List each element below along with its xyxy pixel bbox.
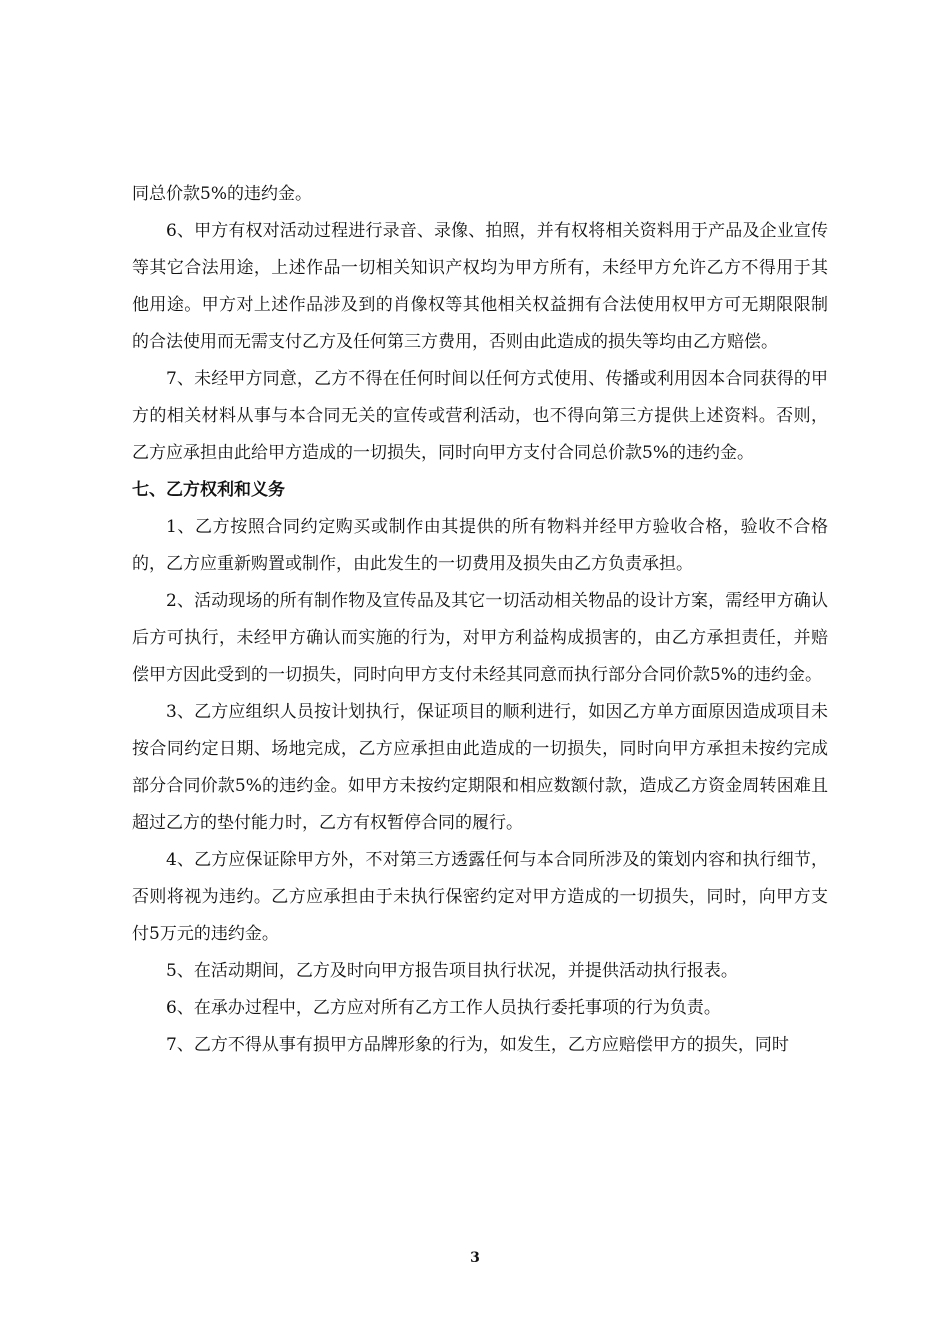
clause-5: 5、在活动期间，乙方及时向甲方报告项目执行状况，并提供活动执行报表。 [166,961,738,981]
clause-7b: 7、乙方不得从事有损甲方品牌形象的行为，如发生，乙方应赔偿甲方的损失，同时 [166,1035,789,1055]
clause-1: 1、乙方按照合同约定购买或制作由其提供的所有物料并经甲方验收合格，验收不合格的，乙方应重新购置或制作，由此发生的一切费用及损失由乙方负责承担。 [132,517,828,574]
section-heading: 七、乙方权利和义务 [132,480,285,500]
paragraph-continuation: 同总价款5%的违约金。 [132,184,312,204]
clause-2: 2、活动现场的所有制作物及宣传品及其它一切活动相关物品的设计方案，需经甲方确认后方可执行，未经甲方确认而实施的行为，对甲方利益构成损害的，由乙方承担责任，并赔偿甲方因此受到的一切损失，同时向甲方支付未经其同意而执行部分合同价款5%的违约金。 [132,591,828,685]
contract-body [132,176,828,1064]
page-number: 3 [470,1250,480,1266]
clause-6b: 6、在承办过程中，乙方应对所有乙方工作人员执行委托事项的行为负责。 [166,998,721,1018]
clause-6: 6、甲方有权对活动过程进行录音、录像、拍照，并有权将相关资料用于产品及企业宣传等其它合法用途，上述作品一切相关知识产权均为甲方所有，未经甲方允许乙方不得用于其他用途。甲方对上述作品涉及到的肖像权等其他相关权益拥有合法使用权甲方可无期限限制的合法使用而无需支付乙方及任何第三方费用，否则由此造成的损失等均由乙方赔偿。 [132,221,828,352]
clause-3: 3、乙方应组织人员按计划执行，保证项目的顺利进行，如因乙方单方面原因造成项目未按合同约定日期、场地完成，乙方应承担由此造成的一切损失，同时向甲方承担未按约完成部分合同价款5%的违约金。如甲方未按约定期限和相应数额付款，造成乙方资金周转困难且超过乙方的垫付能力时，乙方有权暂停合同的履行。 [132,702,828,833]
clause-4: 4、乙方应保证除甲方外，不对第三方透露任何与本合同所涉及的策划内容和执行细节，否则将视为违约。乙方应承担由于未执行保密约定对甲方造成的一切损失，同时，向甲方支付5万元的违约金。 [132,850,828,944]
clause-7: 7、未经甲方同意，乙方不得在任何时间以任何方式使用、传播或利用因本合同获得的甲方的相关材料从事与本合同无关的宣传或营利活动，也不得向第三方提供上述资料。否则，乙方应承担由此给甲方造成的一切损失，同时向甲方支付合同总价款5%的违约金。 [132,369,828,463]
